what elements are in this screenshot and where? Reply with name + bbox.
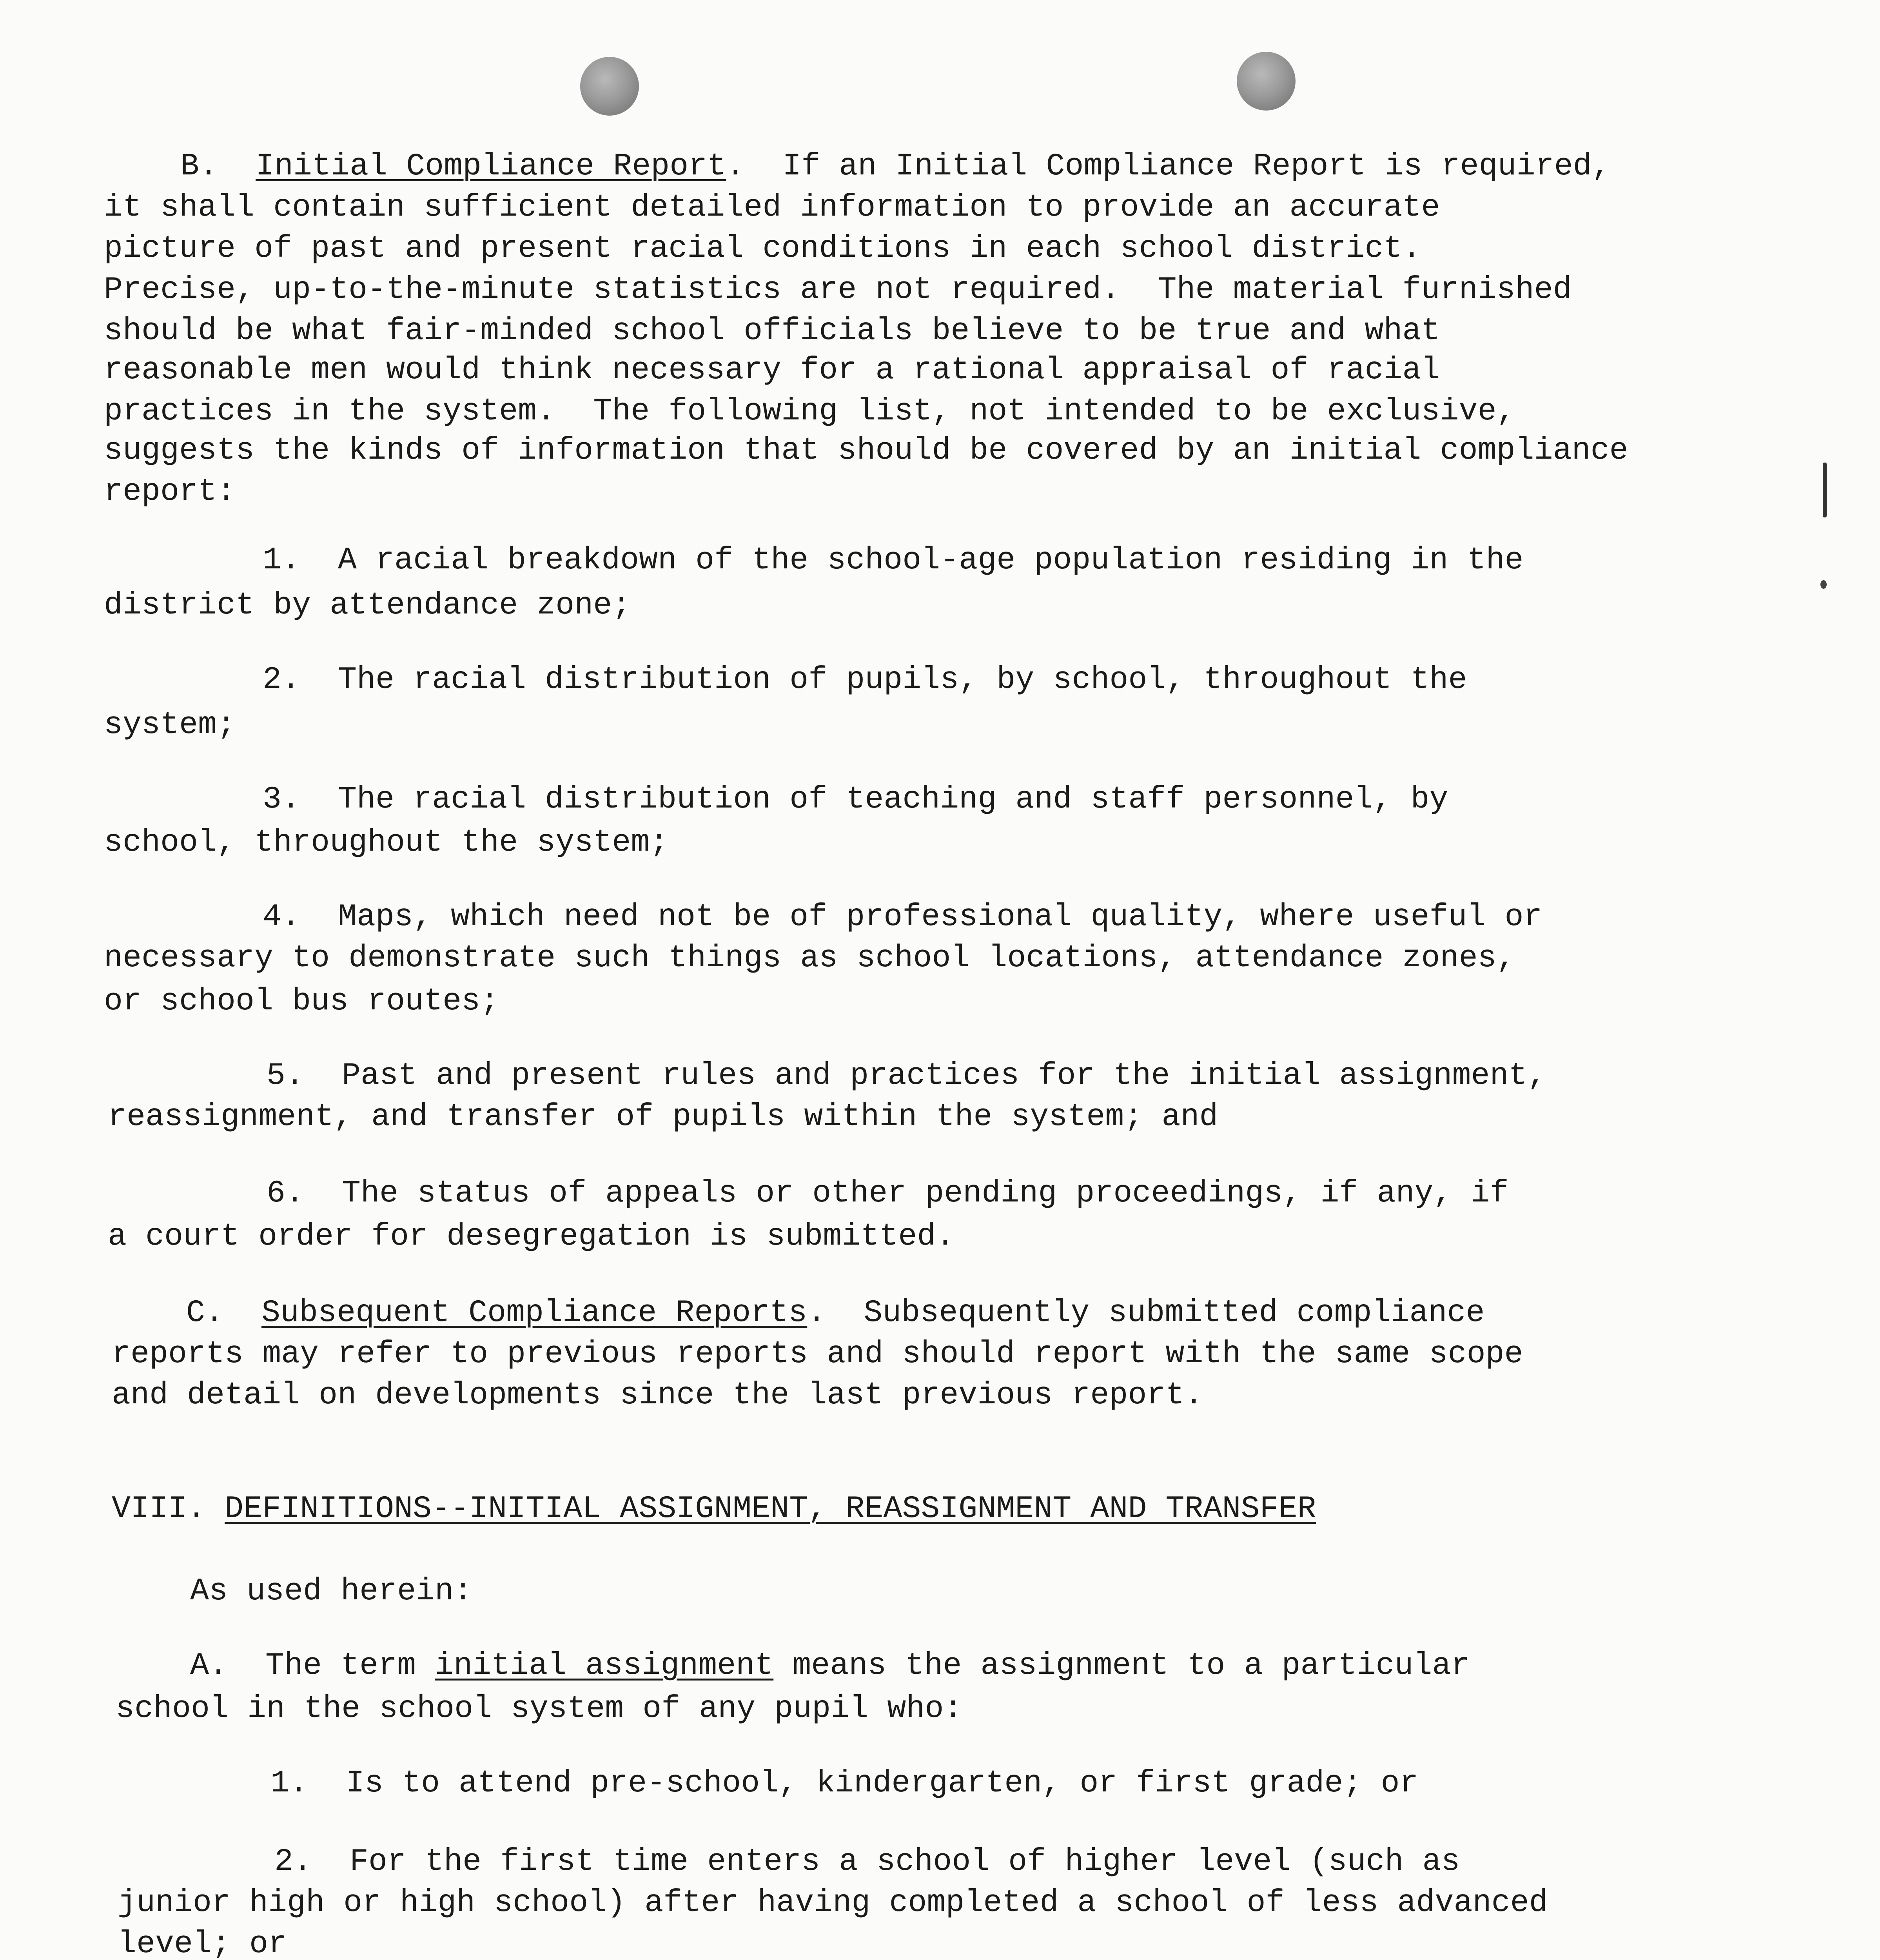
list-b-item-4-cont: necessary to demonstrate such things as school locations, attendance zones, [104, 940, 1515, 976]
section-viii-a-line-2: school in the school system of any pupil who: [116, 1691, 963, 1727]
section-b-line-3: picture of past and present racial conditions in each school district. [104, 231, 1421, 267]
list-b-item-3-cont: school, throughout the system; [104, 825, 669, 860]
list-a-item-2-cont: junior high or high school) after having completed a school of less advanced [118, 1885, 1548, 1921]
section-b-line-4: Precise, up-to-the-minute statistics are not required. The material furnished [104, 272, 1572, 308]
list-b-item-1: 1. A racial breakdown of the school-age population residing in the [263, 543, 1524, 578]
section-viii-a-label: A. [190, 1648, 228, 1684]
section-b-line-1: B. Initial Compliance Report. If an Initial Compliance Report is required, [180, 149, 1611, 184]
section-b-line-9: report: [104, 474, 236, 510]
section-b-line-5: should be what fair-minded school officials believe to be true and what [104, 313, 1440, 349]
section-b-label: B. [180, 149, 218, 184]
list-b-item-1-cont: district by attendance zone; [104, 588, 631, 623]
section-b-title: Initial Compliance Report [256, 149, 726, 184]
list-b-item-5-cont: reassignment, and transfer of pupils within the system; and [108, 1099, 1218, 1135]
list-b-item-6: 6. The status of appeals or other pending proceedings, if any, if [267, 1176, 1509, 1211]
section-viii-number: VIII. [112, 1491, 206, 1527]
section-viii-title: DEFINITIONS--INITIAL ASSIGNMENT, REASSIGNMENT AND TRANSFER [225, 1491, 1316, 1527]
section-viii-a-line-1: A. The term initial assignment means the assignment to a particular [190, 1648, 1470, 1684]
section-viii-intro: As used herein: [190, 1573, 473, 1609]
section-c-line-2: reports may refer to previous reports and should report with the same scope [112, 1336, 1523, 1372]
section-c-line-1: C. Subsequent Compliance Reports. Subsequently submitted compliance [186, 1295, 1485, 1331]
section-c-label: C. [186, 1295, 224, 1331]
section-c-title: Subsequent Compliance Reports [261, 1295, 808, 1331]
section-c-line-3: and detail on developments since the last previous report. [112, 1377, 1203, 1413]
list-b-item-4: 4. Maps, which need not be of professional quality, where useful or [263, 899, 1542, 935]
list-b-item-5: 5. Past and present rules and practices for the initial assignment, [267, 1058, 1546, 1094]
defined-term-initial-assignment: initial assignment [435, 1648, 774, 1684]
list-a-item-2: 2. For the first time enters a school of higher level (such as [274, 1844, 1460, 1880]
section-b-line-2: it shall contain sufficient detailed information to provide an accurate [104, 190, 1440, 225]
list-a-item-1: 1. Is to attend pre-school, kindergarten, or first grade; or [270, 1766, 1419, 1801]
list-b-item-4-cont2: or school bus routes; [104, 984, 499, 1019]
section-viii-heading [112, 1491, 1316, 1527]
section-b-line-8: suggests the kinds of information that should be covered by an initial compliance [104, 433, 1628, 468]
list-b-item-3: 3. The racial distribution of teaching and staff personnel, by [263, 782, 1448, 817]
list-b-item-2-cont: system; [104, 707, 236, 743]
section-b-line-7: practices in the system. The following list, not intended to be exclusive, [104, 394, 1515, 429]
list-b-item-6-cont: a court order for desegregation is submitted. [108, 1219, 955, 1254]
section-b-line-6: reasonable men would think necessary for a rational appraisal of racial [104, 352, 1440, 388]
list-a-item-2-cont2: level; or [118, 1926, 287, 1960]
list-b-item-2: 2. The racial distribution of pupils, by school, throughout the [263, 662, 1467, 698]
